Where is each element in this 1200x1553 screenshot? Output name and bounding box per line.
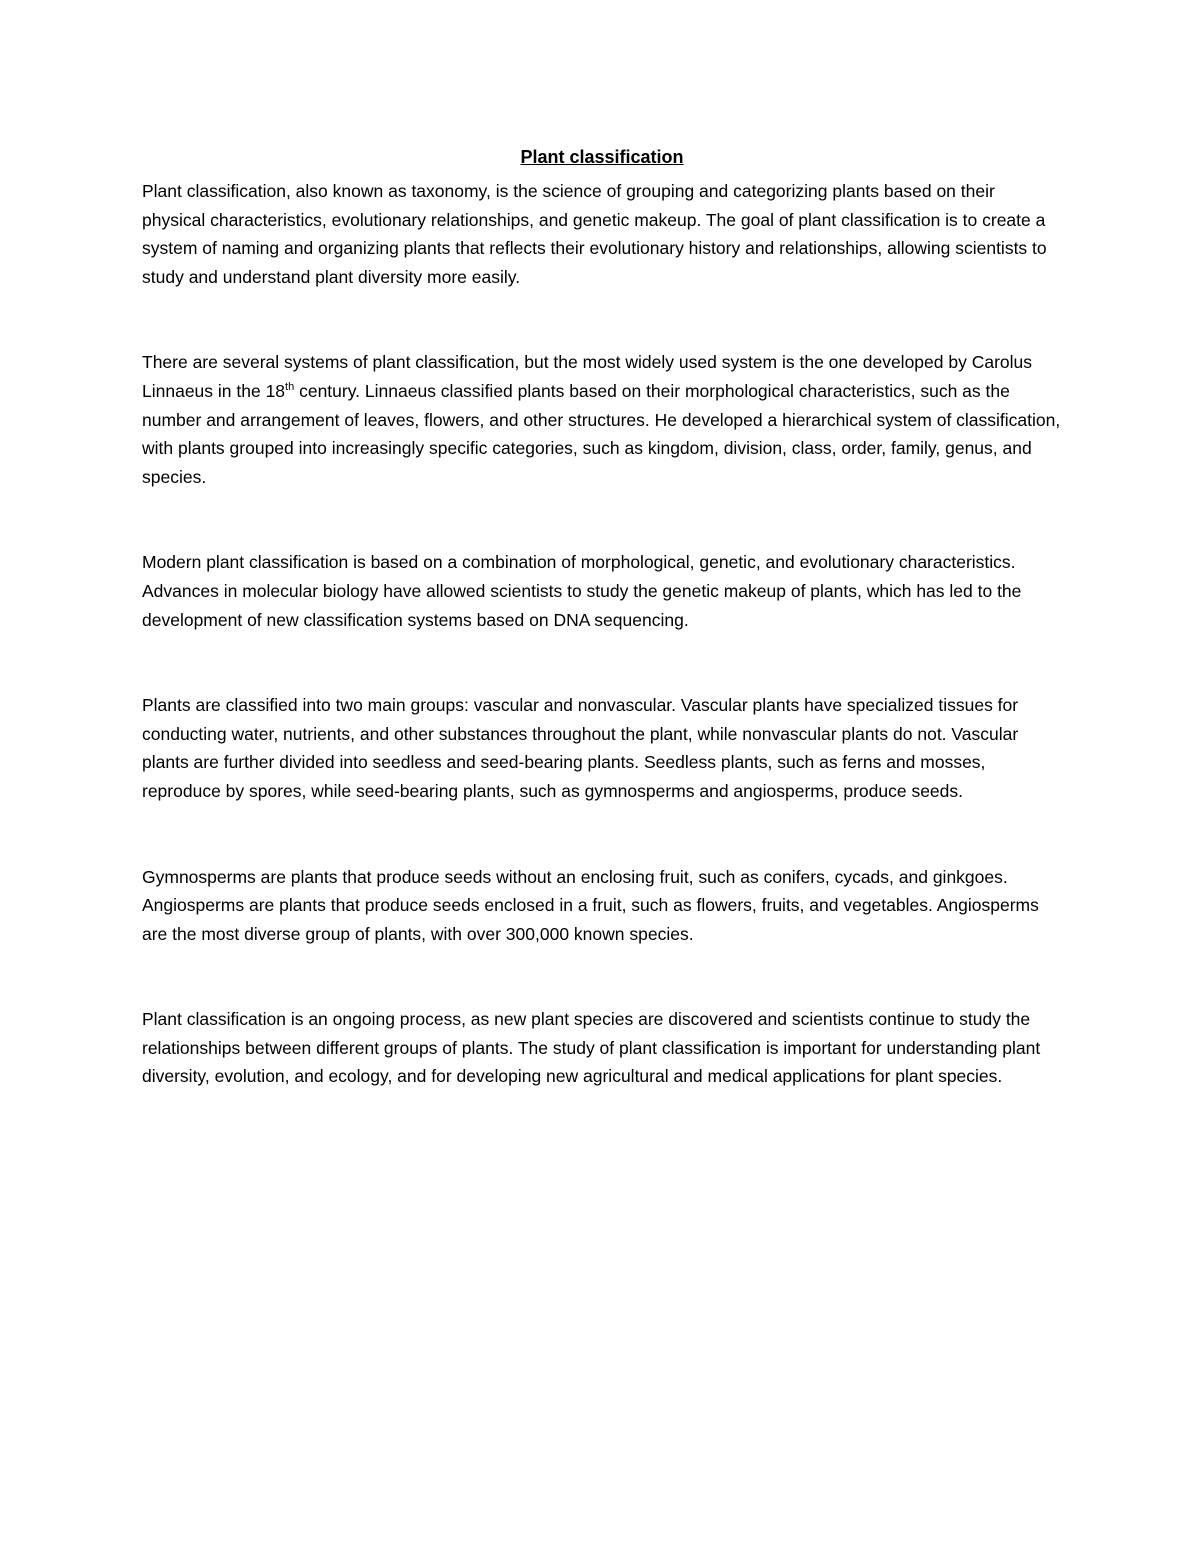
paragraph-ongoing-process: Plant classification is an ongoing process, as new plant species are discovered and scientists continue to study the relationships between different groups of plants. The study of plant classification is important for understanding plant diversity, evolution, and ecology, and for developing new agricultural and medical applications for plant species. [142,1009,1041,1087]
paragraph-taxonomy-intro: Plant classification, also known as taxonomy, is the science of grouping and categorizing plants based on their physical characteristics, evolutionary relationships, and genetic makeup. The goal of plant classification is to create a system of naming and organizing plants that reflects their evolutionary history and relationships, allowing scientists to study and understand plant diversity more easily. [142,181,1047,287]
paragraph-linnaeus [142,348,1062,491]
paragraph-vascular-groups: Plants are classified into two main groups: vascular and nonvascular. Vascular plants have specialized tissues for conducting water, nutrients, and other substances throughout the plant, while nonvascular plants do not. Vascular plants are further divided into seedless and seed-bearing plants. Seedless plants, such as ferns and mosses, reproduce by spores, while seed-bearing plants, such as gymnosperms and angiosperms, produce seeds. [142,695,1019,801]
paragraph-linnaeus-part-2: century. Linnaeus classified plants based on their morphological characteristics, such as the number and arrangement of leaves, flowers, and other structures. He developed a hierarchical system of classification, with plants grouped into increasingly specific categories, such as kingdom, division, class, order, family, genus, and species. [142,380,1061,487]
paragraph-linnaeus-part-1: There are several systems of plant classification, but the most widely used system is the one developed by Carolus Linnaeus in the 18 [142,352,1033,401]
paragraph-gymnosperms-angiosperms: Gymnosperms are plants that produce seeds without an enclosing fruit, such as conifers, cycads, and ginkgoes. Angiosperms are plants that produce seeds enclosed in a fruit, such as flowers, fruits, and vegetables. Angiosperms are the most diverse group of plants, with over 300,000 known species. [142,866,1039,944]
document-body [142,143,1062,1091]
paragraph-modern-classification: Modern plant classification is based on a combination of morphological, genetic, and evolutionary characteristics. Advances in molecular biology have allowed scientists to study the genetic makeup of plants, which has led to the development of new classification systems based on DNA sequencing. [142,552,1022,630]
ordinal-superscript: th [285,381,295,394]
document-title: Plant classification [520,147,684,167]
